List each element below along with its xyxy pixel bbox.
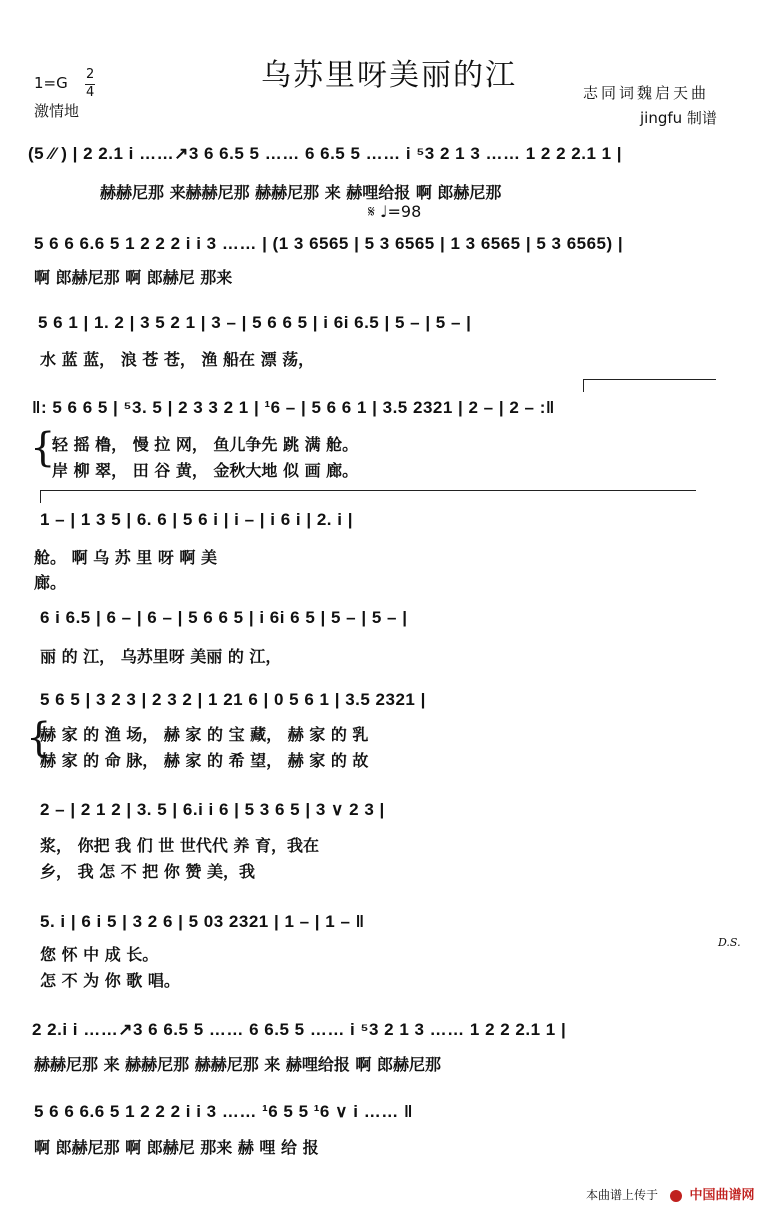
- notation-line-3: 5 6 1 | 1. 2 | 3 5 2 1 | 3 – | 5 6 6 5 | i 6i 6.5 | 5 – | 5 – |: [38, 313, 472, 332]
- notation-line-6: 6 i 6.5 | 6 – | 6 – | 5 6 6 5 | i 6i 6 5 | 5 – | 5 – |: [40, 608, 408, 627]
- site-logo[interactable]: [670, 1184, 755, 1203]
- lyric-line-11: 啊 郎赫尼那 啊 郎赫尼 那来 赫 哩 给 报: [34, 1138, 319, 1157]
- lyric-line-2: 啊 郎赫尼那 啊 郎赫尼 那来: [34, 268, 233, 287]
- lyric-line-9-verse-2: 怎 不 为 你 歌 唱。: [40, 971, 180, 990]
- lyric-line-7-verse-1: 赫 家 的 渔 场， 赫 家 的 宝 藏， 赫 家 的 乳: [40, 725, 369, 744]
- verse-brace-2: {: [26, 715, 52, 761]
- notation-line-9: 5. i | 6 i 5 | 3 2 6 | 5 03 2321 | 1 – | 1 – ‖: [40, 912, 365, 931]
- key-signature: 1=G: [34, 74, 68, 92]
- segno-tempo-mark: 𝄋 ♩=98: [368, 202, 422, 221]
- first-ending-bracket: [583, 379, 716, 392]
- expression-marking: 激情地: [34, 102, 80, 120]
- notation-line-5: 1 – | 1 3 5 | 6. 6 | 5 6 i | i – | i 6 i | 2. i |: [40, 510, 353, 529]
- ds-mark: D.S.: [718, 936, 741, 949]
- upload-note: 本曲谱上传于: [586, 1188, 659, 1202]
- time-signature-bottom: 4: [86, 85, 95, 100]
- lyric-line-8-verse-2: 乡， 我 怎 不 把 你 赞 美，我: [40, 862, 255, 881]
- site-logo-icon: [670, 1190, 682, 1202]
- lyric-line-10: 赫赫尼那 来 赫赫尼那 赫赫尼那 来 赫哩给报 啊 郎赫尼那: [34, 1055, 441, 1074]
- lyric-line-8-verse-1: 浆， 你把 我 们 世 世代代 养 育，我在: [40, 836, 319, 855]
- lyric-line-6: 丽 的 江， 乌苏里呀 美丽 的 江，: [40, 647, 282, 666]
- song-title: 乌苏里呀美丽的江: [261, 58, 517, 93]
- notation-line-2: 5 6 6 6.6 5 1 2 2 2 i i 3 …… | (1 3 6565 | 5 3 6565 | 1 3 6565 | 5 3 6565) |: [34, 234, 624, 253]
- lyric-line-4-verse-1: 轻 摇 橹， 慢 拉 网， 鱼儿争先 跳 满 舱。: [52, 435, 359, 454]
- lyric-line-5-verse-1: 舱。 啊 乌 苏 里 呀 啊 美: [34, 548, 217, 567]
- time-signature-top: 2: [86, 67, 95, 82]
- lyric-line-1: 赫赫尼那 来赫赫尼那 赫赫尼那 来 赫哩给报 啊 郎赫尼那: [100, 183, 502, 202]
- second-ending-bracket: [40, 490, 696, 503]
- composer-credit: 志同词魏启天曲: [583, 84, 710, 102]
- lyric-line-7-verse-2: 赫 家 的 命 脉， 赫 家 的 希 望， 赫 家 的 故: [40, 751, 369, 770]
- notation-line-8: 2 – | 2 1 2 | 3. 5 | 6.i i 6 | 5 3 6 5 | 3 ∨ 2 3 |: [40, 800, 385, 819]
- transcriber-credit: jingfu 制谱: [640, 109, 717, 127]
- notation-line-11: 5 6 6 6.6 5 1 2 2 2 i i 3 …… ¹6 5 5 ¹6 ∨ i …… ‖: [34, 1102, 413, 1121]
- verse-brace: {: [30, 425, 56, 471]
- lyric-line-3: 水 蓝 蓝， 浪 苍 苍， 渔 船在 漂 荡，: [40, 350, 315, 369]
- notation-line-1: (5 ⁄⁄ ) | 2 2.1 i ……↗3 6 6.5 5 …… 6 6.5 5 …… i ⁵3 2 1 3 …… 1 2 2 2.1 1 |: [28, 144, 623, 163]
- lyric-line-4-verse-2: 岸 柳 翠， 田 谷 黄， 金秋大地 似 画 廊。: [52, 461, 359, 480]
- notation-line-4: ‖: 5 6 6 5 | ⁵3. 5 | 2 3 3 2 1 | ¹6 – | 5 6 6 1 | 3.5 2321 | 2 – | 2 – :‖: [32, 398, 555, 417]
- lyric-line-9-verse-1: 您 怀 中 成 长。: [40, 945, 159, 964]
- lyric-line-5-verse-2: 廊。: [34, 573, 67, 592]
- notation-line-10: 2 2.i i ……↗3 6 6.5 5 …… 6 6.5 5 …… i ⁵3 2 1 3 …… 1 2 2 2.1 1 |: [32, 1020, 567, 1039]
- site-name: 中国曲谱网: [689, 1188, 755, 1203]
- notation-line-7: 5 6 5 | 3 2 3 | 2 3 2 | 1 21 6 | 0 5 6 1 | 3.5 2321 |: [40, 690, 426, 709]
